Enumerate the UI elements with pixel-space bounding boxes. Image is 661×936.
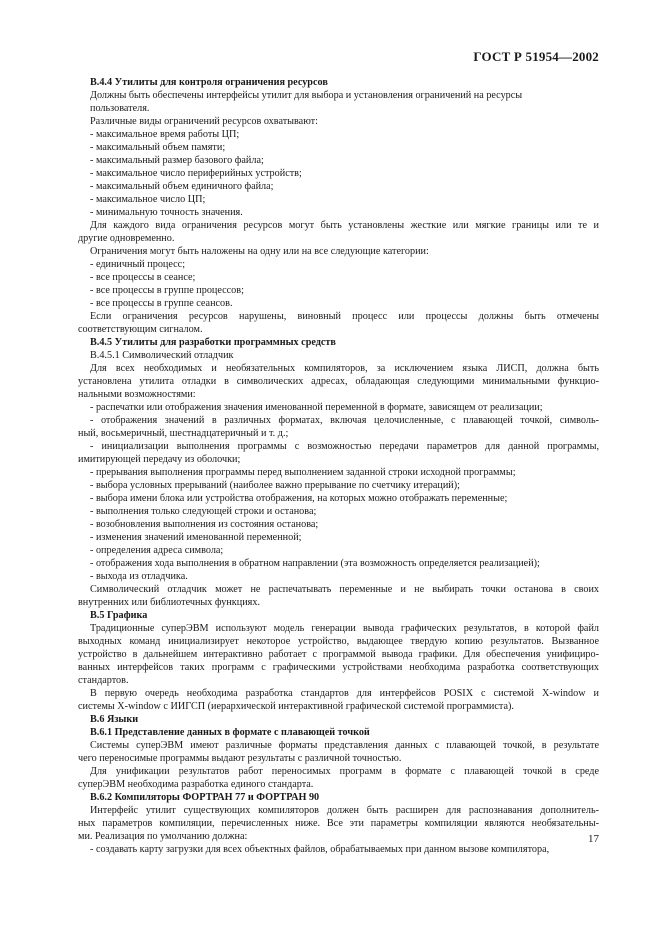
list-item: - все процессы в группе процессов; <box>90 285 244 296</box>
text-line: внутренних или библиотечных функциях. <box>78 597 260 608</box>
text-line: Ограничения могут быть наложены на одну или на все следующие категории: <box>90 246 429 257</box>
text-line: В первую очередь необходима разработка стандартов для интерфейсов POSIX с системой X-window и <box>90 688 599 699</box>
list-item: - изменения значений именованной переменной; <box>90 532 302 543</box>
page-number: 17 <box>588 833 599 845</box>
text-line: установлена утилита отладки в символических адресах, обладающая следующими минимальными функцио- <box>78 376 599 387</box>
section-heading: В.6 Языки <box>90 714 139 725</box>
list-item: - максимальное время работы ЦП; <box>90 129 240 140</box>
text-line: Если ограничения ресурсов нарушены, виновный процесс или процессы должны быть отмечены <box>90 311 599 322</box>
list-item: - минимальную точность значения. <box>90 207 243 218</box>
section-heading: В.4.4 Утилиты для контроля ограничения ресурсов <box>90 77 328 88</box>
list-item: - единичный процесс; <box>90 259 186 270</box>
text-line: системы X-window с ИИГСП (иерархической интерактивной графической системой программиста). <box>78 701 514 712</box>
list-item: - максимальное число периферийных устройств; <box>90 168 302 179</box>
text-line: Интерфейс утилит существующих компиляторов должен быть расширен для распознавания дополнитель- <box>90 805 599 816</box>
list-item: - отображения хода выполнения в обратном направлении (эта возможность определяется реализацией); <box>90 558 540 569</box>
list-item: - возобновления выполнения из состояния останова; <box>90 519 319 530</box>
list-item: - инициализации выполнения программы с возможностью передачи параметров для данной программы, <box>90 441 599 452</box>
list-item: - распечатки или отображения значения именованной переменной в формате, зависящем от реализации; <box>90 402 543 413</box>
text-line: ванных интерфейсов таких программ с графическими устройствами необходима разработка соответствующих <box>78 662 599 673</box>
text-line: ный, восьмеричный, шестнадцатеричный и т. д.; <box>78 428 289 439</box>
text-line: имитирующей передачу из оболочки; <box>78 454 241 465</box>
list-item: - отображения значений в различных форматах, включая целочисленные, с плавающей точкой, символь- <box>90 415 599 426</box>
text-line: Должны быть обеспечены интерфейсы утилит для выбора и установления ограничений на ресурсы <box>90 90 523 101</box>
list-item: - определения адреса символа; <box>90 545 224 556</box>
section-heading: В.5 Графика <box>90 610 148 621</box>
text-line: Различные виды ограничений ресурсов охватывают: <box>90 116 318 127</box>
text-line: Для всех необходимых и необязательных компиляторов, за исключением языка ЛИСП, должна быть <box>90 363 599 374</box>
list-item: - максимальный объем единичного файла; <box>90 181 274 192</box>
list-item: - выбора условных прерываний (наиболее важно прерывание по счетчику итераций); <box>90 480 460 491</box>
list-item: - выхода из отладчика. <box>90 571 188 582</box>
text-line: другие одновременно. <box>78 233 175 244</box>
text-line: Традиционные суперЭВМ используют модель генерации вывода графических результатов, в которой файл <box>90 623 599 634</box>
section-heading: В.4.5 Утилиты для разработки программных средств <box>90 337 336 348</box>
section-heading: В.6.2 Компиляторы ФОРТРАН 77 и ФОРТРАН 90 <box>90 792 320 803</box>
list-item: - создавать карту загрузки для всех объектных файлов, обрабатываемых при данном вызове компилятора, <box>90 844 550 855</box>
list-item: - все процессы в группе сеансов. <box>90 298 233 309</box>
list-item: - выполнения только следующей строки и останова; <box>90 506 317 517</box>
text-line: Системы суперЭВМ имеют различные форматы представления данных с плавающей точкой, в результате <box>90 740 599 751</box>
text-line: суперЭВМ необходима разработка единого стандарта. <box>78 779 314 790</box>
section-heading: В.6.1 Представление данных в формате с плавающей точкой <box>90 727 370 738</box>
text-line: чего переносимые программы выдают результаты с различной точностью. <box>78 753 402 764</box>
document-body <box>78 76 599 856</box>
list-item: - все процессы в сеансе; <box>90 272 196 283</box>
text-line: Символический отладчик может не распечатывать переменные и не выбирать точки останова в своих <box>90 584 599 595</box>
text-line: пользователя. <box>90 103 150 114</box>
text-line: ных параметров компиляции, перечисленных ниже. Все эти параметры компиляции являются необязательны- <box>78 818 599 829</box>
list-item: - максимальный размер базового файла; <box>90 155 264 166</box>
text-line: нальными возможностями: <box>78 389 196 400</box>
text-line: Для каждого вида ограничения ресурсов могут быть установлены жесткие или мягкие границы или те и <box>90 220 599 231</box>
list-item: - выбора имени блока или устройства отображения, на которых можно отображать переменные; <box>90 493 508 504</box>
list-item: - максимальный объем памяти; <box>90 142 226 153</box>
text-line: стандартов. <box>78 675 129 686</box>
text-line: устройство в дальнейшем интерактивно работает с программой вывода графики. Для обеспечения унифициро- <box>78 649 599 660</box>
text-line: В.4.5.1 Символический отладчик <box>90 350 234 361</box>
list-item: - максимальное число ЦП; <box>90 194 206 205</box>
document-header: ГОСТ Р 51954—2002 <box>473 49 599 64</box>
text-line: выходных команд инициализирует некоторое устройство, выдающее твердую копию результатов. Вызванное <box>78 636 599 647</box>
text-line: ми. Реализация по умолчанию должна: <box>78 831 248 842</box>
list-item: - прерывания выполнения программы перед выполнением заданной строки исходной программы; <box>90 467 516 478</box>
text-line: Для унификации результатов работ переносимых программ в формате с плавающей точкой в среде <box>90 766 599 777</box>
text-line: соответствующим сигналом. <box>78 324 203 335</box>
